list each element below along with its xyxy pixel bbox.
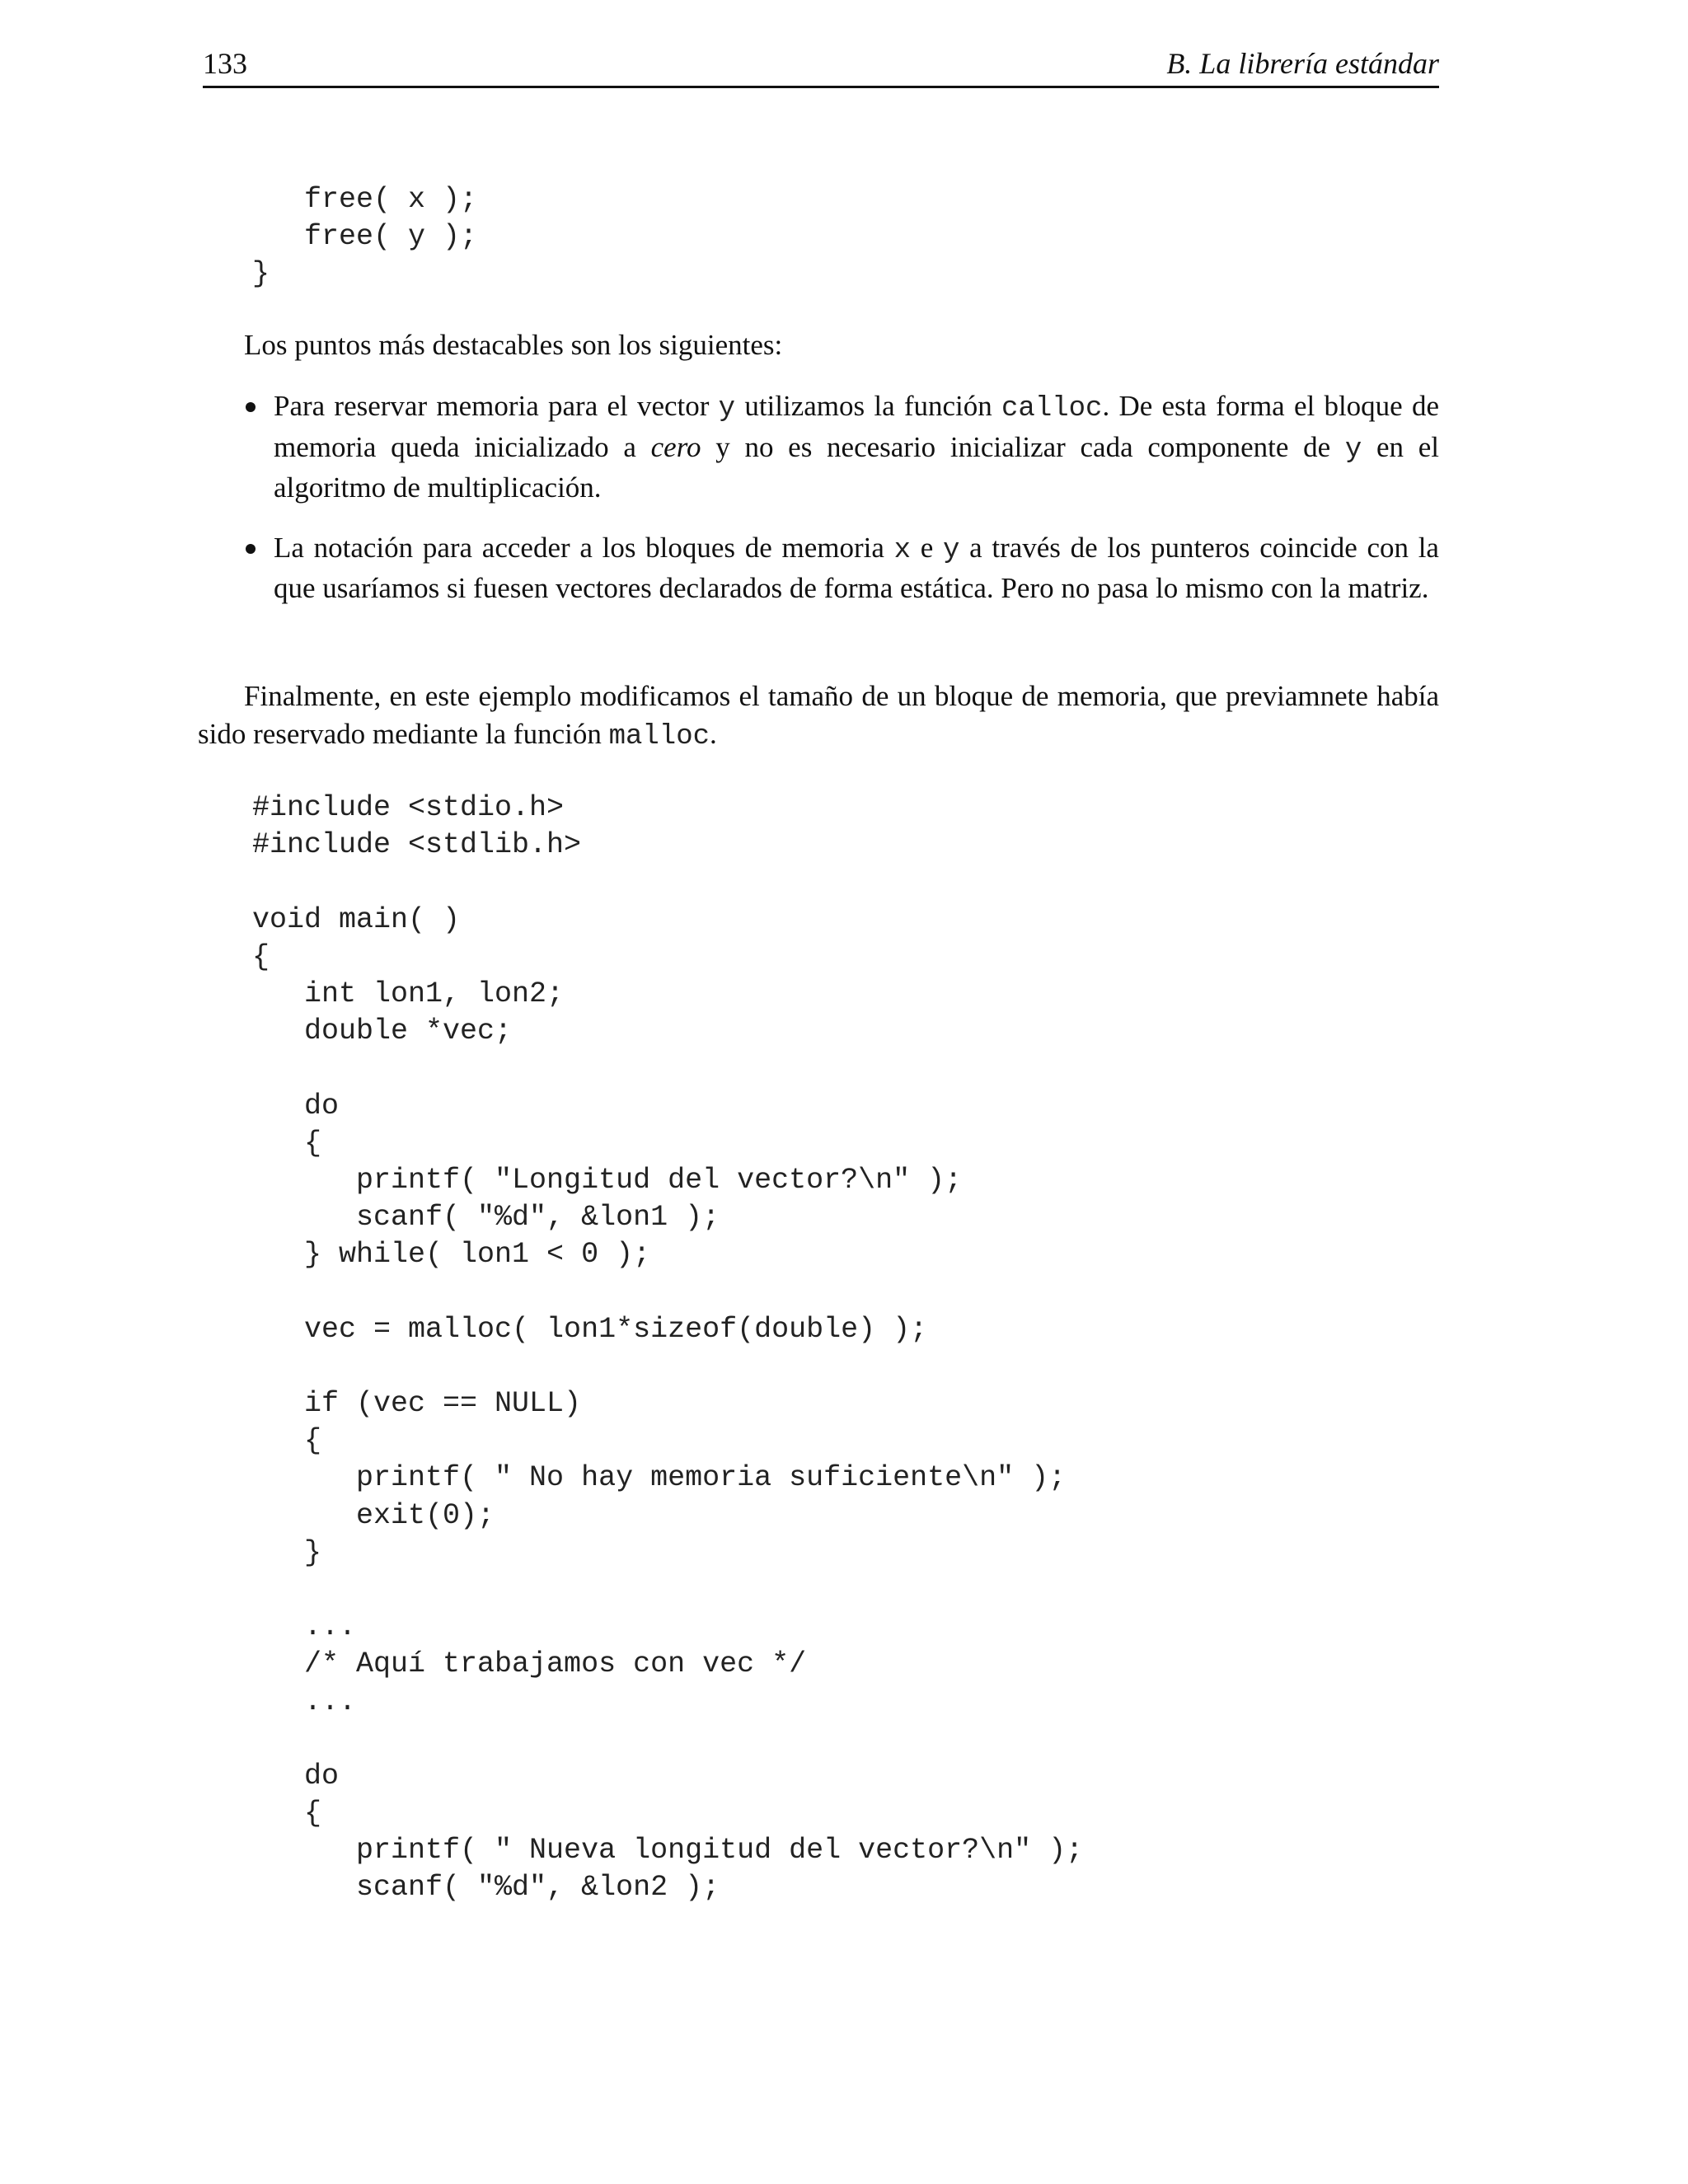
code-line: printf( "Longitud del vector?\n" ); bbox=[252, 1163, 963, 1197]
inline-code: calloc bbox=[1001, 393, 1103, 424]
bullet-text: en el algoritmo de multiplicación. bbox=[274, 430, 1440, 504]
code-line: free( y ); bbox=[252, 220, 478, 254]
code-line: printf( " Nueva longitud del vector?\n" ); bbox=[252, 1834, 1084, 1868]
bullet-text: . De esta forma el bloque de memoria queda inicializado a bbox=[274, 390, 1439, 463]
final-paragraph bbox=[198, 677, 1439, 756]
code-line: { bbox=[252, 1126, 322, 1160]
inline-code: y bbox=[718, 393, 736, 424]
code-line: /* Aquí trabajamos con vec */ bbox=[252, 1647, 807, 1681]
code-line bbox=[252, 1348, 1083, 1385]
code-line: int lon1, lon2; bbox=[252, 977, 565, 1010]
code-line: { bbox=[252, 1797, 322, 1830]
code-line: } bbox=[252, 257, 270, 291]
code-block-main bbox=[252, 790, 1083, 1907]
code-line: ... bbox=[252, 1610, 357, 1644]
bullet-text: e bbox=[911, 531, 943, 564]
code-line bbox=[252, 864, 1083, 901]
bullet-text: Para reservar memoria para el vector bbox=[274, 390, 719, 422]
inline-code: y bbox=[1344, 434, 1362, 466]
code-line: printf( " No hay memoria suficiente\n" ); bbox=[252, 1461, 1067, 1495]
bullet-list bbox=[244, 387, 1439, 630]
code-line: } bbox=[252, 1535, 322, 1569]
bullet-item-calloc bbox=[244, 387, 1439, 507]
inline-code: malloc bbox=[608, 720, 710, 752]
code-line bbox=[252, 1050, 1083, 1087]
paragraph-text: . bbox=[710, 717, 717, 750]
code-line: vec = malloc( lon1*sizeof(double) ); bbox=[252, 1312, 928, 1346]
intro-paragraph: Los puntos más destacables son los siguientes: bbox=[244, 329, 783, 361]
emphasis-text: cero bbox=[650, 430, 701, 463]
code-line: #include <stdio.h> bbox=[252, 791, 565, 824]
code-line: scanf( "%d", &lon2 ); bbox=[252, 1871, 720, 1905]
chapter-title: B. La librería estándar bbox=[1166, 47, 1439, 80]
bullet-marker bbox=[246, 544, 256, 554]
code-line bbox=[252, 1721, 1083, 1758]
code-line: exit(0); bbox=[252, 1498, 495, 1532]
bullet-text: a través de los punteros coincide con la que usaríamos si fuesen vectores declarados de forma estática. Pero no pasa lo mismo con la matriz. bbox=[274, 531, 1439, 604]
code-line: scanf( "%d", &lon1 ); bbox=[252, 1201, 720, 1235]
code-line: do bbox=[252, 1089, 340, 1122]
code-line: free( x ); bbox=[252, 183, 478, 216]
page-number: 133 bbox=[203, 47, 247, 80]
inline-code: x bbox=[893, 534, 912, 566]
bullet-marker bbox=[246, 402, 256, 412]
code-line: if (vec == NULL) bbox=[252, 1387, 582, 1420]
code-block-top bbox=[252, 181, 477, 293]
code-line: ... bbox=[252, 1685, 357, 1718]
code-line bbox=[252, 1273, 1083, 1310]
paragraph-text: Finalmente, en este ejemplo modificamos el tamaño de un bloque de memoria, que previamnete había sido reservado mediante la función bbox=[198, 680, 1439, 750]
code-line: } while( lon1 < 0 ); bbox=[252, 1238, 651, 1272]
code-line: void main( ) bbox=[252, 902, 461, 936]
bullet-text: y no es necesario inicializar cada componente de bbox=[701, 430, 1345, 463]
code-line: do bbox=[252, 1759, 340, 1793]
running-header bbox=[203, 43, 1439, 88]
bullet-item-notation bbox=[244, 529, 1439, 607]
code-line: { bbox=[252, 1424, 322, 1458]
code-line: { bbox=[252, 940, 270, 973]
code-line: double *vec; bbox=[252, 1015, 513, 1048]
bullet-text: La notación para acceder a los bloques de memoria bbox=[274, 531, 894, 564]
code-line: #include <stdlib.h> bbox=[252, 828, 582, 862]
inline-code: y bbox=[942, 534, 960, 566]
code-line bbox=[252, 1572, 1083, 1609]
bullet-text: utilizamos la función bbox=[735, 390, 1002, 422]
